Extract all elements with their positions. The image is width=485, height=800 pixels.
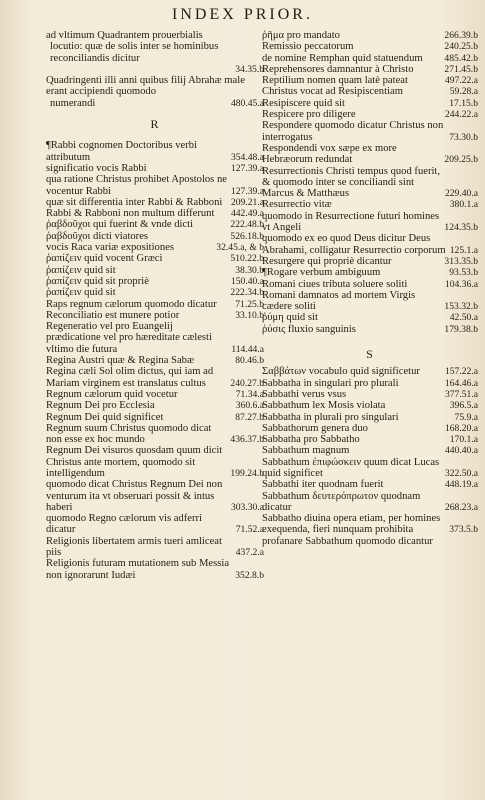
index-entry-text: Respondere quomodo dicatur Christus non interrogatus (262, 120, 444, 143)
index-entry-reference: 164.46.a (444, 377, 478, 389)
index-entry-reference: 59.28.a (449, 86, 478, 98)
index-entry-reference: 229.40.a (444, 188, 478, 200)
left-main-entries (46, 140, 264, 581)
index-entry-reference: 87.27.b (235, 411, 264, 423)
index-entry (262, 120, 478, 143)
index-entry-text: Σαββάτων vocabulo quid significetur (262, 366, 420, 378)
index-entry-reference: 114.44.a (231, 343, 264, 355)
index-entry-text: quomodo dicat Christus Regnum Dei non venturum ita vt obseruari possit & intus haberi (46, 479, 223, 513)
index-entry-reference: 240.27.b (230, 377, 264, 389)
index-entry-text: Rabbi & Rabboni non multum differunt (46, 208, 215, 220)
index-entry-text: ῥαπίζειν quid vocent Græci (46, 253, 163, 265)
index-entry-reference: 497.22.a (444, 75, 478, 87)
index-entry (262, 290, 478, 313)
index-entry-reference: 377.51.a (444, 388, 478, 400)
index-entry (262, 378, 478, 389)
index-entry-reference: 526.18.b (230, 230, 264, 242)
index-entry (262, 312, 478, 323)
index-entry (262, 41, 478, 52)
index-entry (46, 355, 264, 366)
index-entry-text: significatio vocis Rabbi (46, 162, 147, 174)
index-entry (46, 98, 264, 109)
index-entry-reference: 71.34.a (235, 388, 264, 400)
index-entry (46, 558, 264, 581)
left-top-entries (46, 30, 264, 109)
index-entry-text: vocis Raca variæ expositiones (46, 242, 174, 254)
index-entry (46, 321, 264, 355)
index-entry-reference: 170.1.a (449, 434, 478, 446)
index-entry-reference: 34.35.b (235, 63, 264, 75)
index-entry-text: Sabbathorum genera duo (262, 422, 368, 434)
index-entry (262, 109, 478, 120)
index-entry-text: Sabbathum lex Mosis violata (262, 400, 386, 412)
index-entry-reference: 75.9.a (454, 411, 478, 423)
index-entry (262, 536, 478, 547)
index-entry-reference: 209.25.b (444, 154, 478, 166)
index-entry-text: Romani damnatos ad mortem Virgis cædere soliti (262, 289, 416, 313)
index-entry-reference: 440.40.a (444, 445, 478, 457)
index-entry-reference: 266.39.b (444, 30, 478, 41)
index-entry-reference: 313.35.b (444, 255, 478, 267)
index-entry-text: Sabbatha pro Sabbatho (262, 434, 360, 446)
index-entry-text: quomodo Regno cælorum vis adferri dicatur (46, 513, 202, 536)
index-entry (46, 389, 264, 400)
index-entry-text: Reprehensores damnantur à Christo (262, 63, 414, 75)
index-entry-reference: 42.50.a (449, 312, 478, 324)
index-entry-reference: 271.45.b (444, 63, 478, 75)
index-entry-text: Resurgere qui propriè dicantur (262, 255, 392, 267)
index-entry-text: Sabbathum ἐπιφώσκειν quum dicat Lucas quid significet (262, 456, 440, 479)
index-entry (262, 233, 478, 256)
index-entry (262, 143, 478, 166)
index-entry-text: Regina Austri quæ & Regina Sabæ (46, 355, 195, 367)
index-entry-text: Remissio peccatorum (262, 41, 354, 53)
index-entry-text: Resurrectio vitæ (262, 199, 332, 211)
index-entry-text: Quadringenti illi anni quibus filij Abrahæ male erant accipiendi quomodo (46, 75, 245, 98)
index-entry-text: locutio: quæ de solis inter se hominibus reconciliandis dicitur (50, 41, 219, 64)
index-entry-text: ῥαβδοῦχοι dicti viatores (46, 230, 149, 242)
index-entry (46, 479, 264, 513)
index-entry (262, 256, 478, 267)
index-entry-reference: 127.39.a (230, 185, 264, 197)
index-entry (262, 479, 478, 490)
index-entry-reference: 157.22.a (444, 366, 478, 378)
index-entry (46, 445, 264, 479)
index-entry-reference: 240.25.b (444, 41, 478, 53)
index-entry-reference: 71.52.a (235, 524, 264, 536)
index-entry (262, 513, 478, 536)
index-entry-text: ῥύσις fluxio sanguinis (262, 323, 356, 335)
index-entry (262, 75, 478, 86)
index-entry (262, 434, 478, 445)
index-entry (46, 412, 264, 423)
index-entry (46, 219, 264, 230)
index-entry (46, 366, 264, 389)
index-entry-reference: 93.53.b (449, 267, 478, 279)
index-entry-text: Sabbatha in singulari pro plurali (262, 377, 399, 389)
index-entry-text: Sabbathi iter quodnam fuerit (262, 479, 384, 491)
index-entry-text: ῥαβδοῦχοι qui fuerint & vnde dicti (46, 219, 194, 231)
index-entry-text: Resurrectionis Christi tempus quod fuerit, & quomodo inter se conciliandi sint Marcus & Matthæus (262, 165, 441, 200)
index-entry-text: Sabbatha in plurali pro singulari (262, 411, 399, 423)
index-entry-reference: 380.1.a (449, 199, 478, 211)
index-entry-text: Religionis libertatem armis tueri amliceat piis (46, 535, 222, 559)
index-entry (46, 30, 264, 41)
index-entry (46, 64, 264, 75)
index-entry-text: ¶Rabbi cognomen Doctoribus verbi attributum (46, 140, 198, 163)
index-entry-reference: 354.48.a (230, 151, 264, 163)
index-entry-text: Christus vocat ad Resipiscentiam (262, 86, 403, 98)
index-entry (46, 41, 264, 64)
index-entry (46, 299, 264, 310)
index-entry-reference: 322.50.a (444, 467, 478, 479)
running-head: INDEX PRIOR. (172, 6, 313, 23)
index-entry (262, 98, 478, 109)
index-entry (262, 211, 478, 234)
index-entry-reference: 352.8.b (235, 569, 264, 581)
index-entry (262, 366, 478, 377)
index-entry (262, 389, 478, 400)
index-entry-reference: 124.35.b (444, 222, 478, 234)
index-entry-reference: 32.45.a, & b (216, 242, 264, 254)
index-entry-text: ῥῆμα pro mandato (262, 30, 340, 41)
index-entry-reference: 17.15.b (449, 97, 478, 109)
index-entry-reference: 209.21.a (230, 196, 264, 208)
index-entry-reference: 373.5.b (449, 524, 478, 536)
index-entry-text: quomodo in Resurrectione futuri homines vt Angeli (262, 210, 440, 234)
right-s-entries (262, 366, 478, 547)
index-entry-reference: 199.24.b (230, 467, 264, 479)
index-entry (46, 197, 264, 208)
index-entry (46, 513, 264, 536)
index-entry-reference: 360.6.a (235, 400, 264, 412)
index-entry (46, 242, 264, 253)
index-entry-text: Sabbatho diuina opera etiam, per homines exequenda, fieri nunquam prohibita (262, 513, 441, 536)
index-entry (46, 174, 264, 197)
right-column (262, 30, 478, 792)
index-entry-reference: 396.5.a (449, 400, 478, 412)
index-entry-reference: 485.42.b (444, 52, 478, 64)
index-entry (46, 253, 264, 264)
index-entry-reference: 104.36.a (444, 278, 478, 290)
index-entry-text: ῥαπίζειν quid sit (46, 287, 116, 299)
index-entry-text: Regeneratio vel pro Euangelij prædicatione vel pro hæreditate cælesti vltimo die futura (46, 321, 212, 355)
index-entry (262, 279, 478, 290)
index-entry-text: quomodo ex eo quod Deus dicitur Deus Abrahami, colligatur Resurrectio corporum (262, 233, 446, 256)
index-entry (262, 423, 478, 434)
index-entry-reference: 448.19.a (444, 479, 478, 491)
index-entry-text: Regnum cælorum quid vocetur (46, 388, 178, 400)
index-entry-text: Regnum Dei quid significet (46, 411, 164, 423)
index-entry-reference: 38.30.b (235, 264, 264, 276)
index-entry-text: Raps regnum cælorum quomodo dicatur (46, 298, 217, 310)
index-entry-reference: 480.45.a (230, 97, 264, 109)
index-entry-reference: 437.2.a (235, 547, 264, 559)
index-entry-reference: 222.48.b (230, 219, 264, 231)
index-entry (46, 400, 264, 411)
index-entry (262, 166, 478, 200)
index-entry (46, 231, 264, 242)
index-entry-text: Sabbathum δευτερόπρωτον quodnam dicatur (262, 490, 421, 513)
index-entry-reference: 33.10.b (235, 309, 264, 321)
index-entry-text: Religionis futuram mutationem sub Messia non ignorarunt Iudæi (46, 558, 230, 581)
index-entry (262, 400, 478, 411)
left-column (46, 30, 264, 792)
index-entry-text: Regnum suum Christus quomodo dicat non esse ex hoc mundo (46, 422, 212, 446)
right-main-entries (262, 30, 478, 335)
index-entry (46, 265, 264, 276)
index-entry (262, 445, 478, 456)
index-entry-text: Reptilium nomen quam latè pateat (262, 75, 408, 87)
index-entry-reference: 153.32.b (444, 301, 478, 313)
index-entry (262, 199, 478, 210)
index-entry-text: Resipiscere quid sit (262, 97, 345, 109)
index-entry-reference: 510.22.b (230, 253, 264, 265)
index-entry-text: Sabbathum magnum (262, 445, 350, 457)
index-entry (262, 324, 478, 335)
index-entry-reference: 436.37.b (230, 434, 264, 446)
index-entry-reference: 303.30.a (230, 501, 264, 513)
index-entry (46, 208, 264, 219)
index-entry-text: qua ratione Christus prohibet Apostolos ne vocentur Rabbi (46, 174, 227, 197)
index-entry (46, 163, 264, 174)
index-entry (46, 75, 264, 98)
index-entry-text: ῥαπίζειν quid sit propriè (46, 275, 149, 287)
index-entry-text: ῥαπίζειν quid sit (46, 264, 116, 276)
index-entry-text: Sabbathi verus vsus (262, 388, 347, 400)
index-entry-text: profanare Sabbathum quomodo dicantur (262, 535, 433, 547)
index-entry-reference: 168.20.a (444, 422, 478, 434)
index-entry-text: ad vltimum Quadrantem prouerbialis (46, 30, 203, 41)
index-entry (262, 491, 478, 514)
index-entry (46, 140, 264, 163)
section-letter-r: R (150, 117, 160, 132)
index-entry (46, 536, 264, 559)
index-entry (262, 86, 478, 97)
index-entry (46, 423, 264, 446)
index-entry-text: Respicere pro diligere (262, 109, 356, 121)
index-entry-text: de nomine Remphan quid statuendum (262, 52, 423, 64)
index-entry (262, 64, 478, 75)
index-entry (46, 310, 264, 321)
index-entry-text: numerandi (50, 97, 96, 109)
index-entry-reference: 268.23.a (444, 501, 478, 513)
index-entry-reference: 179.38.b (444, 323, 478, 335)
index-entry-reference: 127.39.a (230, 162, 264, 174)
index-entry (46, 276, 264, 287)
index-entry-text: Romani ciues tributa soluere soliti (262, 278, 408, 290)
index-entry (262, 457, 478, 480)
index-entry-reference: 73.30.b (449, 131, 478, 143)
index-entry-reference: 244.22.a (444, 109, 478, 121)
index-entry-text: Regina cæli Sol olim dictus, qui iam ad Mariam virginem est translatus cultus (46, 366, 214, 389)
index-entry-text: Reconciliatio est munere potior (46, 309, 180, 321)
index-entry (46, 287, 264, 298)
index-entry-text: ¶Rogare verbum ambiguum (262, 267, 381, 279)
index-entry-reference: 71.25.b (235, 298, 264, 310)
index-entry-text: Regnum Dei pro Ecclesia (46, 400, 155, 412)
index-entry-reference: 150.40.a (230, 275, 264, 287)
index-entry-reference: 442.49.a (230, 208, 264, 220)
index-entry (262, 30, 478, 41)
index-entry-reference: 222.34.b (230, 287, 264, 299)
index-entry-text: ῥύμη quid sit (262, 312, 318, 324)
index-entry (262, 53, 478, 64)
section-letter-s: S (366, 347, 374, 362)
index-entry-text: Respondendi vox sæpe ex more Hebræorum redundat (262, 142, 397, 166)
index-entry-reference: 80.46.b (235, 355, 264, 367)
index-entry-text: quæ sit differentia inter Rabbi & Rabboni (46, 196, 223, 208)
index-entry-text: Regnum Dei visuros quosdam quum dicit Christus ante mortem, quomodo sit intelligendum (46, 445, 223, 479)
index-entry-reference: 125.1.a (449, 244, 478, 256)
index-entry (262, 267, 478, 278)
index-entry (262, 412, 478, 423)
